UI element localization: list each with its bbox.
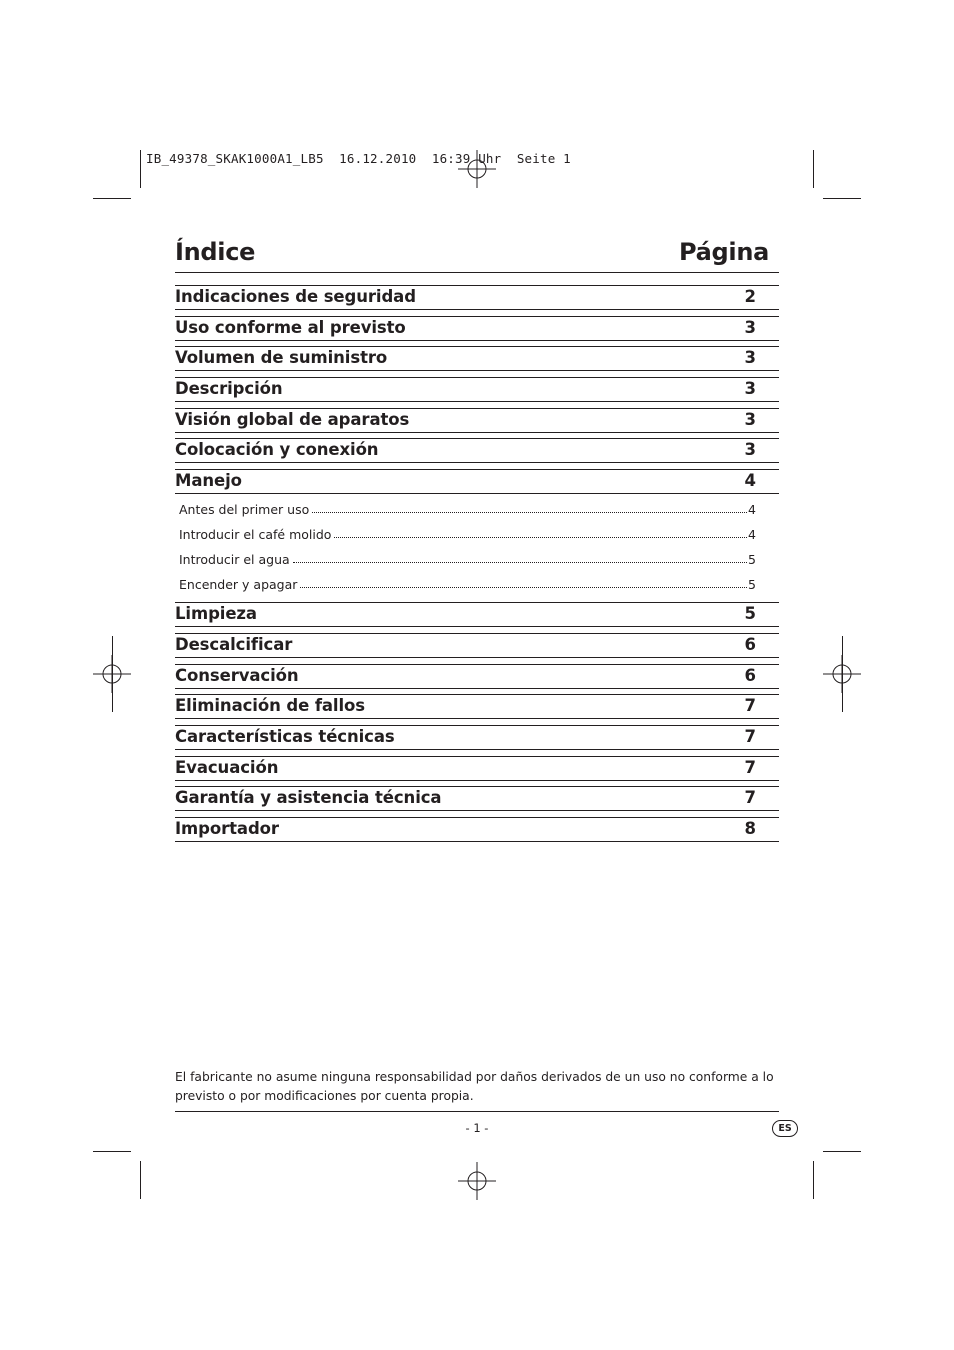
toc-sub-page: 5 — [748, 577, 756, 593]
toc-sub-page: 4 — [748, 527, 756, 543]
toc-entry-page: 3 — [744, 348, 756, 368]
toc-entry-label: Limpieza — [175, 604, 257, 624]
toc-entry-label: Conservación — [175, 665, 299, 685]
toc-entry-page: 5 — [744, 604, 756, 624]
dot-leader — [300, 586, 747, 588]
toc-sub-page: 4 — [748, 502, 756, 518]
toc-entry-page: 8 — [744, 818, 756, 838]
crop-mark — [93, 198, 131, 199]
toc-entry-label: Importador — [175, 818, 279, 838]
toc-entry-safety[interactable] — [175, 285, 779, 310]
toc-sub-list — [175, 496, 779, 597]
toc-entry-label: Visión global de aparatos — [175, 409, 410, 429]
toc-entry-label: Descripción — [175, 379, 283, 399]
toc-entry-troubleshooting[interactable] — [175, 694, 779, 719]
crop-mark — [140, 150, 141, 188]
crop-mark — [823, 198, 861, 199]
toc-entry-page: 2 — [744, 287, 756, 306]
toc-entry-storage[interactable] — [175, 664, 779, 689]
dot-leader — [334, 536, 747, 538]
language-badge: ES — [772, 1120, 798, 1137]
toc-sub-label: Encender y apagar — [179, 577, 298, 593]
toc-entry-label: Manejo — [175, 471, 242, 491]
toc-sub-label: Introducir el agua — [179, 552, 290, 568]
toc-entry-label: Características técnicas — [175, 726, 395, 746]
toc-entry-technical-data[interactable] — [175, 725, 779, 750]
liability-footnote: El fabricante no asume ninguna responsabilidad por daños derivados de un uso no conforme a lo previsto o por modificaciones por cuenta propia. — [175, 1070, 774, 1103]
toc-entry-page: 6 — [744, 634, 756, 654]
toc-entry-operation[interactable] — [175, 469, 779, 494]
toc-entry-setup[interactable] — [175, 438, 779, 463]
toc-entry-descaling[interactable] — [175, 633, 779, 658]
print-slug: IB_49378_SKAK1000A1_LB5 16.12.2010 16:39 Uhr Seite 1 — [146, 151, 571, 166]
footer-rule — [175, 1111, 779, 1112]
registration-axis — [842, 636, 843, 712]
toc-sub-label: Antes del primer uso — [179, 502, 310, 518]
toc-entry-label: Eliminación de fallos — [175, 696, 366, 716]
toc-entry-page: 3 — [744, 379, 756, 399]
toc-entry-warranty[interactable] — [175, 786, 779, 811]
toc-entry-page: 7 — [744, 788, 756, 808]
toc-entry-label: Evacuación — [175, 757, 279, 777]
crop-mark — [813, 150, 814, 188]
dot-leader — [293, 561, 747, 563]
toc-entry-label: Colocación y conexión — [175, 440, 379, 460]
toc-entry-label: Garantía y asistencia técnica — [175, 788, 442, 808]
toc-entry-page: 3 — [744, 440, 756, 460]
heading-index: Índice — [175, 238, 256, 266]
dot-leader — [312, 511, 747, 513]
crop-mark — [93, 1151, 131, 1152]
crop-mark — [823, 1151, 861, 1152]
toc-entry-page: 7 — [744, 726, 756, 746]
toc-entry-page: 4 — [744, 471, 756, 491]
heading-page: Página — [678, 238, 769, 266]
crop-mark — [813, 1161, 814, 1199]
page-number: - 1 - — [465, 1121, 489, 1135]
toc-entry-disposal[interactable] — [175, 756, 779, 781]
table-of-contents — [175, 285, 779, 848]
toc-sub-page: 5 — [748, 552, 756, 568]
toc-sub-entry[interactable] — [175, 521, 779, 546]
toc-entry-label: Volumen de suministro — [175, 348, 388, 368]
toc-entry-page: 7 — [744, 696, 756, 716]
toc-sub-entry[interactable] — [175, 546, 779, 571]
toc-heading — [175, 238, 779, 273]
crop-mark — [140, 1161, 141, 1199]
toc-entry-label: Descalcificar — [175, 634, 293, 654]
toc-entry-importer[interactable] — [175, 817, 779, 842]
toc-entry-page: 6 — [744, 665, 756, 685]
toc-entry-overview[interactable] — [175, 408, 779, 433]
toc-entry-page: 3 — [744, 409, 756, 429]
toc-entry-page: 7 — [744, 757, 756, 777]
toc-entry-cleaning[interactable] — [175, 602, 779, 627]
toc-entry-page: 3 — [744, 317, 756, 337]
toc-entry-label: Indicaciones de seguridad — [175, 287, 416, 306]
registration-axis — [112, 636, 113, 712]
registration-mark-icon — [458, 150, 496, 188]
toc-entry-intended-use[interactable] — [175, 316, 779, 341]
toc-entry-description[interactable] — [175, 377, 779, 402]
toc-sub-entry[interactable] — [175, 571, 779, 596]
registration-mark-icon — [458, 1162, 496, 1200]
toc-entry-label: Uso conforme al previsto — [175, 317, 406, 337]
toc-entry-scope-of-delivery[interactable] — [175, 346, 779, 371]
toc-sub-label: Introducir el café molido — [179, 527, 332, 543]
toc-sub-entry[interactable] — [175, 496, 779, 521]
